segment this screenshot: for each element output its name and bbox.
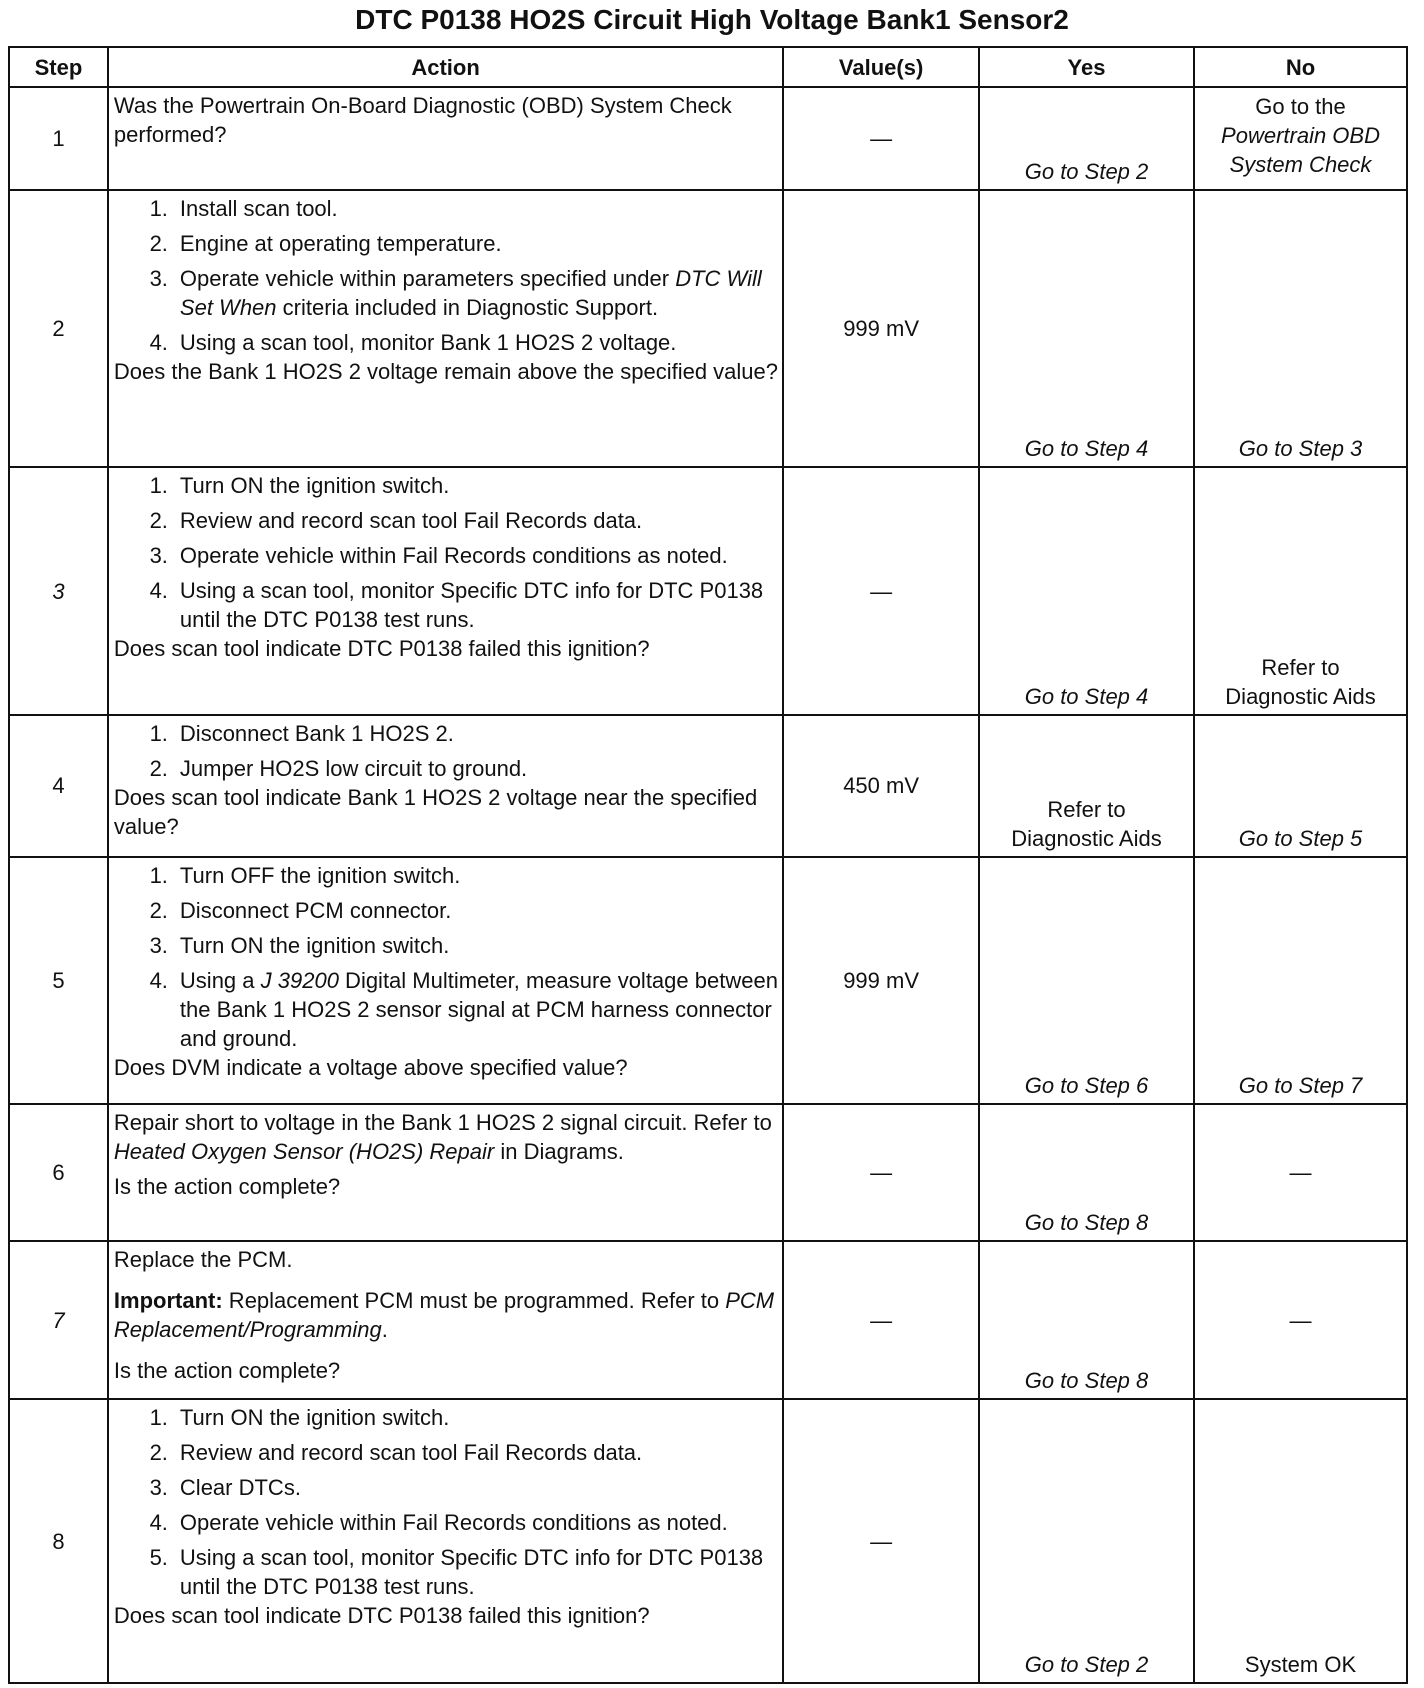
no-cell bbox=[1194, 467, 1407, 714]
table-row-step-7 bbox=[9, 1241, 1407, 1399]
list-item: 2. Disconnect PCM connector. bbox=[149, 897, 452, 923]
table-row-step-3 bbox=[9, 467, 1407, 714]
list-item: 3. Operate vehicle within parameters specified under DTC Will Set When criteria included in Diagnostic Support. bbox=[149, 266, 762, 321]
header-yes: Yes bbox=[979, 47, 1194, 87]
value-cell: — bbox=[783, 467, 979, 714]
value-cell: — bbox=[783, 1241, 979, 1399]
value-cell: — bbox=[783, 87, 979, 190]
action-text: Replace the PCM. bbox=[113, 1247, 293, 1273]
yes-cell: Go to Step 2 bbox=[979, 1399, 1194, 1683]
action-cell bbox=[108, 1399, 783, 1683]
action-cell bbox=[108, 715, 783, 857]
document-title: DTC P0138 HO2S Circuit High Voltage Bank1 Sensor2 bbox=[355, 4, 1069, 35]
action-cell bbox=[108, 467, 783, 714]
action-cell bbox=[108, 857, 783, 1104]
no-cell: Go to Step 3 bbox=[1194, 190, 1407, 467]
table-row-step-2 bbox=[9, 190, 1407, 467]
list-item: 1. Turn ON the ignition switch. bbox=[149, 473, 450, 499]
yes-text: Refer to bbox=[1047, 796, 1126, 822]
no-cell: Go to Step 7 bbox=[1194, 857, 1407, 1104]
yes-cell: Go to Step 2 bbox=[979, 87, 1194, 190]
yes-cell: Go to Step 8 bbox=[979, 1241, 1194, 1399]
step-number: 5 bbox=[9, 857, 108, 1104]
action-question: Does scan tool indicate DTC P0138 failed this ignition? bbox=[113, 1603, 650, 1629]
header-action: Action bbox=[108, 47, 783, 87]
no-reference: Powertrain OBD System Check bbox=[1221, 123, 1380, 177]
no-cell: — bbox=[1194, 1241, 1407, 1399]
action-question: Does the Bank 1 HO2S 2 voltage remain above the specified value? bbox=[113, 359, 778, 385]
step-number: 8 bbox=[9, 1399, 108, 1683]
value-cell: 999 mV bbox=[783, 190, 979, 467]
list-item: 1. Install scan tool. bbox=[149, 196, 338, 222]
step-number: 1 bbox=[9, 87, 108, 190]
action-cell bbox=[108, 87, 783, 190]
header-step: Step bbox=[9, 47, 108, 87]
yes-cell bbox=[979, 715, 1194, 857]
no-cell: System OK bbox=[1194, 1399, 1407, 1683]
yes-cell: Go to Step 8 bbox=[979, 1104, 1194, 1242]
header-values: Value(s) bbox=[783, 47, 979, 87]
list-item: 2. Engine at operating temperature. bbox=[149, 231, 502, 257]
action-question: Is the action complete? bbox=[113, 1358, 341, 1384]
important-note: Important: Replacement PCM must be programmed. Refer to PCM Replacement/Programming. bbox=[113, 1288, 775, 1343]
yes-cell: Go to Step 4 bbox=[979, 190, 1194, 467]
action-question: Does scan tool indicate DTC P0138 failed this ignition? bbox=[113, 636, 650, 662]
step-number: 4 bbox=[9, 715, 108, 857]
action-cell bbox=[108, 190, 783, 467]
list-item: 1. Turn ON the ignition switch. bbox=[149, 1405, 450, 1431]
diagnostic-table bbox=[8, 46, 1408, 1684]
step-number: 6 bbox=[9, 1104, 108, 1242]
list-item: 4. Using a J 39200 Digital Multimeter, measure voltage between the Bank 1 HO2S 2 sensor signal at PCM harness connector and ground. bbox=[149, 967, 778, 1051]
action-text: Repair short to voltage in the Bank 1 HO2S 2 signal circuit. Refer to Heated Oxygen Sensor (HO2S) Repair in Diagrams. bbox=[113, 1109, 772, 1164]
action-question: Does scan tool indicate Bank 1 HO2S 2 voltage near the specified value? bbox=[113, 784, 758, 839]
yes-cell: Go to Step 4 bbox=[979, 467, 1194, 714]
table-row-step-8 bbox=[9, 1399, 1407, 1683]
header-row bbox=[9, 47, 1407, 87]
yes-reference: Diagnostic Aids bbox=[1011, 825, 1162, 851]
value-cell: 450 mV bbox=[783, 715, 979, 857]
table-row-step-4 bbox=[9, 715, 1407, 857]
list-item: 4. Using a scan tool, monitor Bank 1 HO2S 2 voltage. bbox=[149, 330, 677, 356]
step-number: 2 bbox=[9, 190, 108, 467]
no-cell: — bbox=[1194, 1104, 1407, 1242]
list-item: 3. Operate vehicle within Fail Records conditions as noted. bbox=[149, 543, 728, 569]
table-row-step-5 bbox=[9, 857, 1407, 1104]
list-item: 3. Clear DTCs. bbox=[149, 1475, 301, 1501]
list-item: 4. Operate vehicle within Fail Records conditions as noted. bbox=[149, 1510, 728, 1536]
list-item: 1. Turn OFF the ignition switch. bbox=[149, 862, 461, 888]
table-row-step-6 bbox=[9, 1104, 1407, 1242]
no-text: Refer to bbox=[1261, 654, 1340, 680]
no-cell bbox=[1194, 87, 1407, 190]
header-no: No bbox=[1194, 47, 1407, 87]
list-item: 5. Using a scan tool, monitor Specific DTC info for DTC P0138 until the DTC P0138 test runs. bbox=[149, 1545, 764, 1600]
value-cell: — bbox=[783, 1104, 979, 1242]
action-text: Was the Powertrain On-Board Diagnostic (OBD) System Check performed? bbox=[113, 93, 732, 147]
list-item: 3. Turn ON the ignition switch. bbox=[149, 932, 450, 958]
action-cell bbox=[108, 1104, 783, 1242]
value-cell: 999 mV bbox=[783, 857, 979, 1104]
yes-cell: Go to Step 6 bbox=[979, 857, 1194, 1104]
step-number: 3 bbox=[9, 467, 108, 714]
value-cell: — bbox=[783, 1399, 979, 1683]
list-item: 1. Disconnect Bank 1 HO2S 2. bbox=[149, 720, 454, 746]
no-cell: Go to Step 5 bbox=[1194, 715, 1407, 857]
action-question: Does DVM indicate a voltage above specified value? bbox=[113, 1054, 628, 1080]
action-question: Is the action complete? bbox=[113, 1173, 341, 1199]
list-item: 2. Review and record scan tool Fail Records data. bbox=[149, 508, 643, 534]
step-number: 7 bbox=[9, 1241, 108, 1399]
no-reference: Diagnostic Aids bbox=[1225, 683, 1376, 709]
table-row-step-1 bbox=[9, 87, 1407, 190]
list-item: 2. Review and record scan tool Fail Records data. bbox=[149, 1440, 643, 1466]
action-cell bbox=[108, 1241, 783, 1399]
list-item: 4. Using a scan tool, monitor Specific DTC info for DTC P0138 until the DTC P0138 test runs. bbox=[149, 578, 764, 633]
list-item: 2. Jumper HO2S low circuit to ground. bbox=[149, 755, 528, 781]
no-text: Go to the bbox=[1255, 94, 1346, 119]
